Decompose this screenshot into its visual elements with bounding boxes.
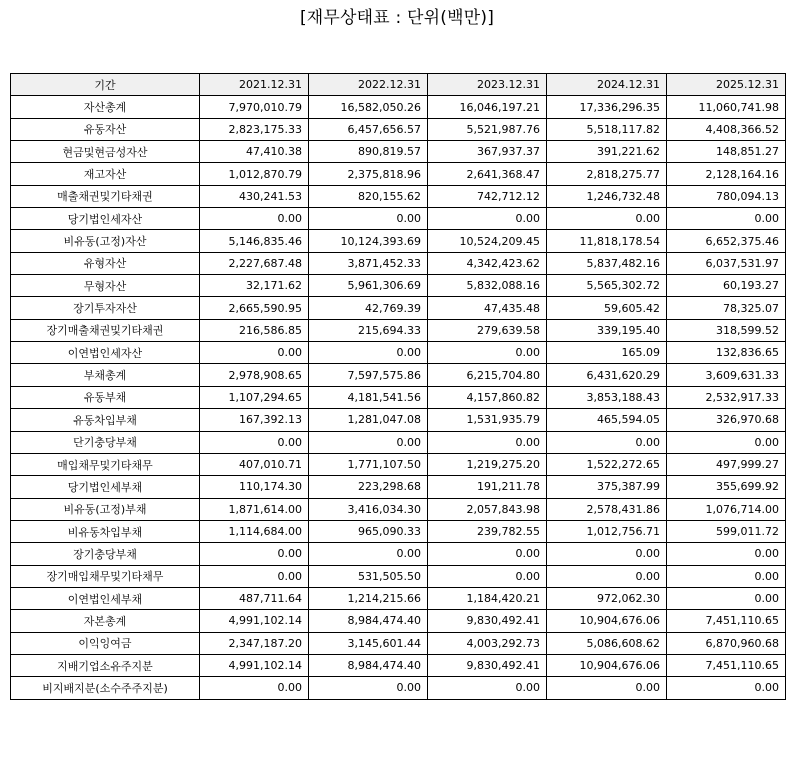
row-label: 비유동(고정)자산 xyxy=(11,230,200,252)
page-title: [재무상태표 : 단위(백만)] xyxy=(299,8,495,28)
row-label: 유형자산 xyxy=(11,252,200,274)
table-row xyxy=(11,275,786,297)
value-cell: 42,769.39 xyxy=(309,297,428,319)
value-cell: 3,416,034.30 xyxy=(309,498,428,520)
value-cell: 279,639.58 xyxy=(428,319,547,341)
value-cell: 4,157,860.82 xyxy=(428,386,547,408)
value-cell: 407,010.71 xyxy=(200,453,309,475)
value-cell: 326,970.68 xyxy=(667,409,786,431)
value-cell: 3,853,188.43 xyxy=(547,386,667,408)
table-row xyxy=(11,520,786,542)
value-cell: 0.00 xyxy=(667,565,786,587)
value-cell: 1,114,684.00 xyxy=(200,520,309,542)
value-cell: 32,171.62 xyxy=(200,275,309,297)
table-row xyxy=(11,163,786,185)
value-cell: 216,586.85 xyxy=(200,319,309,341)
value-cell: 2,823,175.33 xyxy=(200,118,309,140)
row-label: 장기매입채무및기타채무 xyxy=(11,565,200,587)
header-2024: 2024.12.31 xyxy=(547,74,667,96)
value-cell: 0.00 xyxy=(428,543,547,565)
value-cell: 1,076,714.00 xyxy=(667,498,786,520)
value-cell: 2,227,687.48 xyxy=(200,252,309,274)
row-label: 현금및현금성자산 xyxy=(11,141,200,163)
table-row xyxy=(11,297,786,319)
value-cell: 0.00 xyxy=(200,431,309,453)
table-row xyxy=(11,476,786,498)
value-cell: 0.00 xyxy=(309,677,428,699)
value-cell: 223,298.68 xyxy=(309,476,428,498)
value-cell: 0.00 xyxy=(547,677,667,699)
table-row xyxy=(11,654,786,676)
value-cell: 6,457,656.57 xyxy=(309,118,428,140)
header-2025: 2025.12.31 xyxy=(667,74,786,96)
value-cell: 4,342,423.62 xyxy=(428,252,547,274)
value-cell: 3,609,631.33 xyxy=(667,364,786,386)
row-label: 자본총계 xyxy=(11,610,200,632)
value-cell: 110,174.30 xyxy=(200,476,309,498)
value-cell: 7,451,110.65 xyxy=(667,654,786,676)
value-cell: 59,605.42 xyxy=(547,297,667,319)
row-label: 당기법인세부채 xyxy=(11,476,200,498)
value-cell: 2,347,187.20 xyxy=(200,632,309,654)
value-cell: 339,195.40 xyxy=(547,319,667,341)
value-cell: 215,694.33 xyxy=(309,319,428,341)
value-cell: 6,215,704.80 xyxy=(428,364,547,386)
value-cell: 0.00 xyxy=(547,431,667,453)
value-cell: 8,984,474.40 xyxy=(309,610,428,632)
row-label: 유동차입부채 xyxy=(11,409,200,431)
value-cell: 2,665,590.95 xyxy=(200,297,309,319)
value-cell: 1,871,614.00 xyxy=(200,498,309,520)
value-cell: 1,522,272.65 xyxy=(547,453,667,475)
value-cell: 9,830,492.41 xyxy=(428,610,547,632)
value-cell: 4,408,366.52 xyxy=(667,118,786,140)
row-label: 비지배지분(소수주주지분) xyxy=(11,677,200,699)
value-cell: 5,961,306.69 xyxy=(309,275,428,297)
value-cell: 0.00 xyxy=(428,208,547,230)
value-cell: 148,851.27 xyxy=(667,141,786,163)
table-row xyxy=(11,96,786,118)
value-cell: 10,124,393.69 xyxy=(309,230,428,252)
value-cell: 0.00 xyxy=(428,431,547,453)
table-row xyxy=(11,386,786,408)
value-cell: 0.00 xyxy=(309,208,428,230)
value-cell: 497,999.27 xyxy=(667,453,786,475)
row-label: 매출채권및기타채권 xyxy=(11,185,200,207)
value-cell: 6,652,375.46 xyxy=(667,230,786,252)
value-cell: 0.00 xyxy=(200,342,309,364)
value-cell: 0.00 xyxy=(667,677,786,699)
row-label: 매입채무및기타채무 xyxy=(11,453,200,475)
row-label: 장기충당부채 xyxy=(11,543,200,565)
header-2022: 2022.12.31 xyxy=(309,74,428,96)
value-cell: 972,062.30 xyxy=(547,587,667,609)
value-cell: 1,107,294.65 xyxy=(200,386,309,408)
value-cell: 355,699.92 xyxy=(667,476,786,498)
value-cell: 367,937.37 xyxy=(428,141,547,163)
value-cell: 890,819.57 xyxy=(309,141,428,163)
value-cell: 1,771,107.50 xyxy=(309,453,428,475)
table-row xyxy=(11,118,786,140)
value-cell: 16,046,197.21 xyxy=(428,96,547,118)
value-cell: 5,832,088.16 xyxy=(428,275,547,297)
value-cell: 5,837,482.16 xyxy=(547,252,667,274)
value-cell: 4,991,102.14 xyxy=(200,654,309,676)
value-cell: 10,904,676.06 xyxy=(547,654,667,676)
row-label: 유동부채 xyxy=(11,386,200,408)
table-row xyxy=(11,498,786,520)
value-cell: 165.09 xyxy=(547,342,667,364)
value-cell: 3,871,452.33 xyxy=(309,252,428,274)
value-cell: 1,214,215.66 xyxy=(309,587,428,609)
value-cell: 1,012,756.71 xyxy=(547,520,667,542)
value-cell: 5,086,608.62 xyxy=(547,632,667,654)
table-row xyxy=(11,610,786,632)
value-cell: 0.00 xyxy=(200,543,309,565)
table-row xyxy=(11,543,786,565)
row-label: 자산총계 xyxy=(11,96,200,118)
table-row xyxy=(11,252,786,274)
header-2021: 2021.12.31 xyxy=(200,74,309,96)
row-label: 유동자산 xyxy=(11,118,200,140)
table-row xyxy=(11,141,786,163)
table-row xyxy=(11,431,786,453)
row-label: 단기충당부채 xyxy=(11,431,200,453)
value-cell: 191,211.78 xyxy=(428,476,547,498)
value-cell: 132,836.65 xyxy=(667,342,786,364)
value-cell: 0.00 xyxy=(547,543,667,565)
value-cell: 965,090.33 xyxy=(309,520,428,542)
value-cell: 1,246,732.48 xyxy=(547,185,667,207)
value-cell: 60,193.27 xyxy=(667,275,786,297)
value-cell: 167,392.13 xyxy=(200,409,309,431)
value-cell: 430,241.53 xyxy=(200,185,309,207)
value-cell: 5,518,117.82 xyxy=(547,118,667,140)
value-cell: 2,978,908.65 xyxy=(200,364,309,386)
value-cell: 2,057,843.98 xyxy=(428,498,547,520)
value-cell: 7,970,010.79 xyxy=(200,96,309,118)
value-cell: 4,991,102.14 xyxy=(200,610,309,632)
value-cell: 599,011.72 xyxy=(667,520,786,542)
value-cell: 10,904,676.06 xyxy=(547,610,667,632)
value-cell: 6,870,960.68 xyxy=(667,632,786,654)
value-cell: 0.00 xyxy=(547,208,667,230)
value-cell: 11,818,178.54 xyxy=(547,230,667,252)
value-cell: 0.00 xyxy=(200,677,309,699)
value-cell: 9,830,492.41 xyxy=(428,654,547,676)
value-cell: 11,060,741.98 xyxy=(667,96,786,118)
value-cell: 17,336,296.35 xyxy=(547,96,667,118)
value-cell: 47,410.38 xyxy=(200,141,309,163)
row-label: 이연법인세자산 xyxy=(11,342,200,364)
row-label: 비유동(고정)부채 xyxy=(11,498,200,520)
row-label: 무형자산 xyxy=(11,275,200,297)
value-cell: 2,532,917.33 xyxy=(667,386,786,408)
value-cell: 1,012,870.79 xyxy=(200,163,309,185)
value-cell: 8,984,474.40 xyxy=(309,654,428,676)
table-row xyxy=(11,453,786,475)
value-cell: 487,711.64 xyxy=(200,587,309,609)
value-cell: 531,505.50 xyxy=(309,565,428,587)
value-cell: 2,641,368.47 xyxy=(428,163,547,185)
value-cell: 2,578,431.86 xyxy=(547,498,667,520)
table-row xyxy=(11,565,786,587)
value-cell: 0.00 xyxy=(309,431,428,453)
value-cell: 0.00 xyxy=(547,565,667,587)
row-label: 장기투자자산 xyxy=(11,297,200,319)
value-cell: 6,431,620.29 xyxy=(547,364,667,386)
table-row xyxy=(11,587,786,609)
value-cell: 7,597,575.86 xyxy=(309,364,428,386)
value-cell: 5,565,302.72 xyxy=(547,275,667,297)
value-cell: 0.00 xyxy=(200,565,309,587)
row-label: 지배기업소유주지분 xyxy=(11,654,200,676)
header-period: 기간 xyxy=(11,74,200,96)
value-cell: 0.00 xyxy=(428,565,547,587)
value-cell: 742,712.12 xyxy=(428,185,547,207)
row-label: 부채총계 xyxy=(11,364,200,386)
value-cell: 5,146,835.46 xyxy=(200,230,309,252)
value-cell: 1,184,420.21 xyxy=(428,587,547,609)
value-cell: 1,281,047.08 xyxy=(309,409,428,431)
table-row xyxy=(11,632,786,654)
value-cell: 375,387.99 xyxy=(547,476,667,498)
table-row xyxy=(11,409,786,431)
table-header-row xyxy=(11,74,786,96)
row-label: 이연법인세부채 xyxy=(11,587,200,609)
value-cell: 0.00 xyxy=(667,543,786,565)
value-cell: 318,599.52 xyxy=(667,319,786,341)
value-cell: 391,221.62 xyxy=(547,141,667,163)
balance-sheet-table xyxy=(10,73,786,700)
row-label: 비유동차입부채 xyxy=(11,520,200,542)
value-cell: 0.00 xyxy=(428,677,547,699)
value-cell: 0.00 xyxy=(309,342,428,364)
value-cell: 0.00 xyxy=(200,208,309,230)
value-cell: 4,181,541.56 xyxy=(309,386,428,408)
value-cell: 3,145,601.44 xyxy=(309,632,428,654)
value-cell: 0.00 xyxy=(667,587,786,609)
table-row xyxy=(11,208,786,230)
value-cell: 0.00 xyxy=(428,342,547,364)
value-cell: 465,594.05 xyxy=(547,409,667,431)
row-label: 이익잉여금 xyxy=(11,632,200,654)
table-row xyxy=(11,230,786,252)
header-2023: 2023.12.31 xyxy=(428,74,547,96)
table-row xyxy=(11,185,786,207)
value-cell: 780,094.13 xyxy=(667,185,786,207)
table-row xyxy=(11,342,786,364)
value-cell: 2,375,818.96 xyxy=(309,163,428,185)
value-cell: 6,037,531.97 xyxy=(667,252,786,274)
value-cell: 16,582,050.26 xyxy=(309,96,428,118)
table-row xyxy=(11,319,786,341)
value-cell: 2,818,275.77 xyxy=(547,163,667,185)
value-cell: 10,524,209.45 xyxy=(428,230,547,252)
value-cell: 0.00 xyxy=(309,543,428,565)
value-cell: 4,003,292.73 xyxy=(428,632,547,654)
value-cell: 47,435.48 xyxy=(428,297,547,319)
value-cell: 0.00 xyxy=(667,208,786,230)
value-cell: 78,325.07 xyxy=(667,297,786,319)
value-cell: 1,219,275.20 xyxy=(428,453,547,475)
value-cell: 5,521,987.76 xyxy=(428,118,547,140)
row-label: 당기법인세자산 xyxy=(11,208,200,230)
table-row xyxy=(11,364,786,386)
value-cell: 239,782.55 xyxy=(428,520,547,542)
table-row xyxy=(11,677,786,699)
row-label: 재고자산 xyxy=(11,163,200,185)
value-cell: 2,128,164.16 xyxy=(667,163,786,185)
value-cell: 0.00 xyxy=(667,431,786,453)
value-cell: 7,451,110.65 xyxy=(667,610,786,632)
value-cell: 820,155.62 xyxy=(309,185,428,207)
row-label: 장기매출채권및기타채권 xyxy=(11,319,200,341)
value-cell: 1,531,935.79 xyxy=(428,409,547,431)
